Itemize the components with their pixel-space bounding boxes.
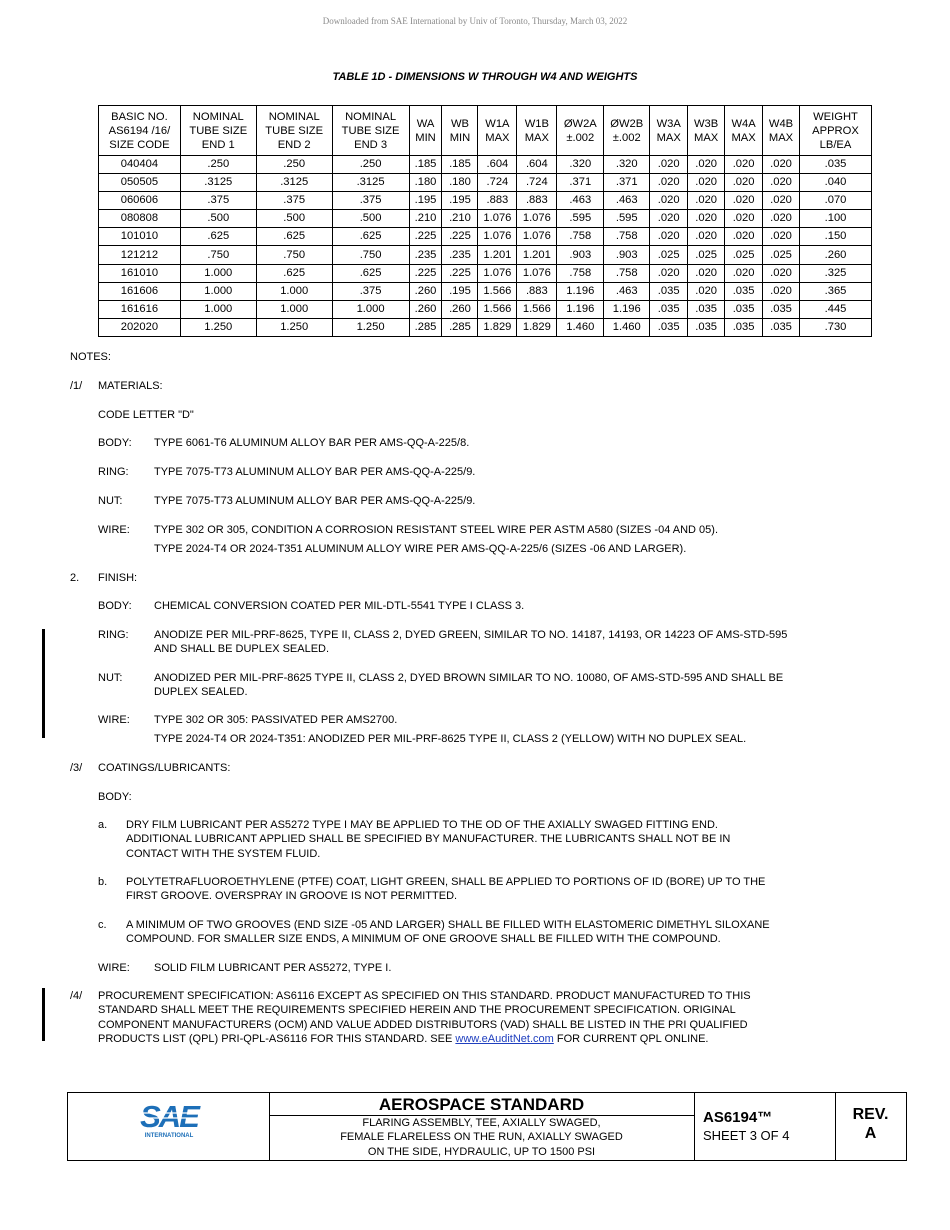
column-header-line: ±.002: [612, 131, 641, 144]
table-cell: .035: [725, 282, 763, 300]
table-row: [99, 228, 872, 246]
note-2-body-label: BODY:: [98, 600, 132, 612]
column-header: [688, 106, 725, 156]
table-cell: .250: [180, 156, 256, 174]
table-cell: .020: [650, 156, 688, 174]
table-cell: .3125: [180, 174, 256, 192]
table-cell: .100: [800, 210, 872, 228]
table-cell: .020: [650, 228, 688, 246]
column-header-line: W1A: [485, 117, 510, 130]
table-cell: 1.460: [604, 318, 650, 336]
table-cell: .463: [557, 192, 604, 210]
table-cell: .750: [256, 246, 332, 264]
note-1-wire-text-2: TYPE 2024-T4 OR 2024-T351 ALUMINUM ALLOY WIRE PER AMS-QQ-A-225/6 (SIZES -06 AND LARGER).: [154, 543, 687, 555]
column-header: [725, 106, 763, 156]
note-4-text-2: STANDARD SHALL MEET THE REQUIREMENTS SPECIFIED HEREIN AND THE PROCUREMENT SPECIFICATION. ORIGINAL: [98, 1004, 736, 1016]
table-cell: .210: [442, 210, 478, 228]
table-cell: 1.250: [256, 318, 332, 336]
table-row: [99, 282, 872, 300]
table-cell: .025: [763, 246, 800, 264]
table-cell: .903: [557, 246, 604, 264]
column-header-line: MAX: [731, 131, 756, 144]
table-cell: 1.829: [517, 318, 557, 336]
table-cell: .463: [604, 282, 650, 300]
table-cell: .235: [442, 246, 478, 264]
column-header-line: NOMINAL: [268, 110, 320, 123]
table-cell: .375: [256, 192, 332, 210]
table-cell: .035: [800, 156, 872, 174]
table-cell: .604: [517, 156, 557, 174]
table-cell: .758: [557, 228, 604, 246]
table-cell: 1.076: [478, 210, 517, 228]
table-cell: .020: [763, 264, 800, 282]
column-header-line: ±.002: [566, 131, 595, 144]
table-row: [99, 156, 872, 174]
note-1-nut-label: NUT:: [98, 495, 123, 507]
table-cell: .225: [442, 264, 478, 282]
table-cell: .020: [725, 228, 763, 246]
column-header-line: AS6194 /16/: [108, 124, 171, 137]
table-cell: .040: [800, 174, 872, 192]
note-3a-marker: a.: [98, 819, 108, 831]
note-3b-text-1: POLYTETRAFLUOROETHYLENE (PTFE) COAT, LIGHT GREEN, SHALL BE APPLIED TO PORTIONS OF ID (BORE) UP TO THE: [126, 876, 766, 888]
note-3-title: COATINGS/LUBRICANTS:: [98, 762, 231, 774]
table-cell: 1.076: [517, 210, 557, 228]
column-header-line: MAX: [694, 131, 719, 144]
note-3-marker: /3/: [70, 762, 83, 774]
table-cell: .883: [517, 192, 557, 210]
note-1-ring-label: RING:: [98, 466, 129, 478]
table-cell: .724: [478, 174, 517, 192]
table-cell: .210: [409, 210, 442, 228]
column-header-line: TUBE SIZE: [265, 124, 324, 137]
table-cell: .3125: [256, 174, 332, 192]
table-cell: .463: [604, 192, 650, 210]
table-cell: .185: [442, 156, 478, 174]
column-header-line: END 3: [354, 138, 388, 151]
table-cell: 1.076: [478, 228, 517, 246]
table-cell: .750: [180, 246, 256, 264]
dimensions-table: [98, 105, 872, 337]
note-4-text-4-post: FOR CURRENT QPL ONLINE.: [553, 1033, 709, 1045]
table-cell: .020: [725, 156, 763, 174]
note-4-marker: /4/: [70, 990, 83, 1002]
table-cell: .020: [763, 192, 800, 210]
note-3b-marker: b.: [98, 876, 108, 888]
note-3-wire-label: WIRE:: [98, 962, 130, 974]
table-cell: .020: [763, 156, 800, 174]
column-header-line: MIN: [415, 131, 436, 144]
table-cell: 101010: [99, 228, 181, 246]
table-cell: .035: [763, 300, 800, 318]
column-header-line: W3A: [656, 117, 681, 130]
table-cell: .020: [688, 174, 725, 192]
note-2-wire-text-1: TYPE 302 OR 305: PASSIVATED PER AMS2700.: [154, 714, 398, 726]
table-cell: 1.196: [557, 300, 604, 318]
table-cell: .020: [725, 210, 763, 228]
note-2-nut-label: NUT:: [98, 672, 123, 684]
table-cell: 1.076: [478, 264, 517, 282]
table-cell: 1.250: [180, 318, 256, 336]
table-row: [99, 174, 872, 192]
table-cell: .225: [442, 228, 478, 246]
note-4-text-3: COMPONENT MANUFACTURERS (OCM) AND VALUE ADDED DISTRIBUTORS (VAD) SHALL BE LISTED IN THE PRI QUALIFIED: [98, 1019, 748, 1031]
table-cell: .070: [800, 192, 872, 210]
sheet-number: SHEET 3 OF 4: [703, 1128, 790, 1143]
column-header-line: ØW2A: [563, 117, 597, 130]
table-cell: .260: [409, 282, 442, 300]
table-cell: .150: [800, 228, 872, 246]
note-2-marker: 2.: [70, 572, 80, 584]
column-header-line: WB: [450, 117, 469, 130]
table-cell: .625: [332, 228, 409, 246]
column-header-line: NOMINAL: [345, 110, 397, 123]
table-cell: .035: [650, 318, 688, 336]
table-cell: .285: [442, 318, 478, 336]
table-cell: .604: [478, 156, 517, 174]
table-cell: .320: [604, 156, 650, 174]
standard-heading: AEROSPACE STANDARD: [269, 1093, 694, 1116]
table-cell: 1.076: [517, 264, 557, 282]
column-header-line: W4A: [731, 117, 756, 130]
note-3a-text-3: CONTACT WITH THE SYSTEM FLUID.: [126, 848, 321, 860]
revision-bar-procurement: [42, 988, 45, 1041]
table-cell: 1.196: [557, 282, 604, 300]
table-cell: 1.000: [256, 300, 332, 318]
table-cell: .020: [688, 264, 725, 282]
table-cell: 1.000: [256, 282, 332, 300]
note-2-nut-text-1: ANODIZED PER MIL-PRF-8625 TYPE II, CLASS 2, DYED BROWN SIMILAR TO NO. 10080, OF AMS-STD-595 AND SHALL BE: [154, 672, 784, 684]
table-cell: .758: [557, 264, 604, 282]
table-cell: .020: [650, 264, 688, 282]
table-cell: .225: [409, 264, 442, 282]
table-cell: .758: [604, 228, 650, 246]
revision-bar-finish: [42, 629, 45, 738]
column-header-line: ØW2B: [610, 117, 644, 130]
table-cell: .375: [332, 192, 409, 210]
table-cell: 060606: [99, 192, 181, 210]
table-cell: .235: [409, 246, 442, 264]
table-cell: .758: [604, 264, 650, 282]
table-cell: .025: [650, 246, 688, 264]
revision-label: REV.: [852, 1106, 889, 1123]
table-cell: 1.566: [517, 300, 557, 318]
table-row: [99, 264, 872, 282]
table-cell: 1.250: [332, 318, 409, 336]
table-cell: 040404: [99, 156, 181, 174]
table-cell: .371: [604, 174, 650, 192]
column-header-line: LB/EA: [819, 138, 852, 151]
column-header-line: END 2: [277, 138, 311, 151]
column-header-line: END 1: [201, 138, 235, 151]
eauditnet-link[interactable]: www.eAuditNet.com: [455, 1033, 554, 1045]
title-cell: [269, 1093, 695, 1160]
table-cell: .020: [688, 192, 725, 210]
table-cell: 1.000: [180, 300, 256, 318]
table-cell: .025: [725, 246, 763, 264]
column-header-line: APPROX: [812, 124, 859, 137]
note-1-code-letter: CODE LETTER "D": [98, 409, 194, 421]
table-cell: .285: [409, 318, 442, 336]
table-cell: .625: [180, 228, 256, 246]
table-cell: .375: [180, 192, 256, 210]
table-row: [99, 300, 872, 318]
column-header: [763, 106, 800, 156]
table-cell: 1.829: [478, 318, 517, 336]
column-header: [517, 106, 557, 156]
column-header: [256, 106, 332, 156]
table-cell: .260: [442, 300, 478, 318]
table-cell: .225: [409, 228, 442, 246]
table-cell: .020: [763, 282, 800, 300]
table-row: [99, 246, 872, 264]
table-cell: .035: [725, 300, 763, 318]
column-header: [557, 106, 604, 156]
note-3a-text-1: DRY FILM LUBRICANT PER AS5272 TYPE I MAY BE APPLIED TO THE OD OF THE AXIALLY SWAGED FITTING END.: [126, 819, 718, 831]
table-cell: 080808: [99, 210, 181, 228]
table-cell: .020: [725, 174, 763, 192]
table-cell: .020: [688, 210, 725, 228]
table-cell: .903: [604, 246, 650, 264]
note-2-nut-text-2: DUPLEX SEALED.: [154, 686, 248, 698]
table-cell: .020: [725, 264, 763, 282]
note-1-body-label: BODY:: [98, 437, 132, 449]
table-cell: 202020: [99, 318, 181, 336]
table-cell: .260: [409, 300, 442, 318]
table-cell: .260: [800, 246, 872, 264]
table-cell: .035: [725, 318, 763, 336]
column-header-line: MAX: [656, 131, 681, 144]
description-line-1: FLARING ASSEMBLY, TEE, AXIALLY SWAGED,: [362, 1117, 601, 1129]
note-2-body-text: CHEMICAL CONVERSION COATED PER MIL-DTL-5541 TYPE I CLASS 3.: [154, 600, 525, 612]
column-header-line: NOMINAL: [192, 110, 244, 123]
table-cell: .500: [332, 210, 409, 228]
description-line-2: FEMALE FLARELESS ON THE RUN, AXIALLY SWAGED: [340, 1131, 623, 1144]
revision-cell: [835, 1093, 906, 1160]
table-cell: .625: [332, 264, 409, 282]
note-3-wire-text: SOLID FILM LUBRICANT PER AS5272, TYPE I.: [154, 962, 392, 974]
table-cell: .020: [688, 228, 725, 246]
table-cell: .730: [800, 318, 872, 336]
table-cell: .883: [517, 282, 557, 300]
note-3-body-label: BODY:: [98, 791, 132, 803]
table-cell: 1.201: [478, 246, 517, 264]
table-cell: .195: [442, 282, 478, 300]
logo-cell: [68, 1093, 270, 1160]
table-cell: 161606: [99, 282, 181, 300]
column-header-line: W4B: [768, 117, 794, 130]
note-2-wire-label: WIRE:: [98, 714, 130, 726]
column-header-line: SIZE CODE: [109, 138, 170, 151]
note-1-marker: /1/: [70, 380, 83, 392]
column-header: [180, 106, 256, 156]
table-cell: .250: [332, 156, 409, 174]
table-cell: .375: [332, 282, 409, 300]
document-number: AS6194™: [703, 1109, 773, 1126]
sae-logo-wordmark: SAE: [140, 1099, 198, 1134]
table-cell: .500: [256, 210, 332, 228]
table-cell: .195: [442, 192, 478, 210]
note-1-title: MATERIALS:: [98, 380, 163, 392]
column-header-line: WEIGHT: [813, 110, 858, 123]
table-cell: 1.000: [332, 300, 409, 318]
note-3a-text-2: ADDITIONAL LUBRICANT APPLIED SHALL BE SPECIFIED BY MANUFACTURER. THE LUBRICANTS SHALL NOT BE IN: [126, 833, 731, 845]
note-1-nut-text: TYPE 7075-T73 ALUMINUM ALLOY BAR PER AMS-QQ-A-225/9.: [154, 495, 476, 507]
table-cell: 050505: [99, 174, 181, 192]
table-cell: 1.000: [180, 282, 256, 300]
table-cell: .625: [256, 228, 332, 246]
table-cell: 1.000: [180, 264, 256, 282]
table-cell: .250: [256, 156, 332, 174]
note-3c-text-1: A MINIMUM OF TWO GROOVES (END SIZE -05 AND LARGER) SHALL BE FILLED WITH ELASTOMERIC DIMETHYL SILOXANE: [126, 919, 770, 931]
revision-value: A: [864, 1125, 877, 1142]
table-cell: .500: [180, 210, 256, 228]
table-cell: .035: [688, 318, 725, 336]
table-cell: .625: [256, 264, 332, 282]
table-cell: 1.076: [517, 228, 557, 246]
column-header-line: MAX: [485, 131, 510, 144]
table-cell: .020: [650, 192, 688, 210]
note-2-ring-label: RING:: [98, 629, 129, 641]
note-2-wire-text-2: TYPE 2024-T4 OR 2024-T351: ANODIZED PER MIL-PRF-8625 TYPE II, CLASS 2 (YELLOW) WITH NO DUPLEX SEAL.: [154, 733, 747, 745]
table-cell: .365: [800, 282, 872, 300]
table-cell: .320: [557, 156, 604, 174]
column-header-line: W3B: [694, 117, 719, 130]
column-header-line: BASIC NO.: [111, 110, 168, 123]
description-line-3: ON THE SIDE, HYDRAULIC, UP TO 1500 PSI: [367, 1145, 596, 1158]
table-cell: .195: [409, 192, 442, 210]
table-cell: .724: [517, 174, 557, 192]
column-header-line: TUBE SIZE: [189, 124, 248, 137]
table-cell: 1.196: [604, 300, 650, 318]
table-header-row: [99, 106, 872, 156]
table-cell: .445: [800, 300, 872, 318]
table-row: [99, 192, 872, 210]
note-1-ring-text: TYPE 7075-T73 ALUMINUM ALLOY BAR PER AMS-QQ-A-225/9.: [154, 466, 476, 478]
table-cell: .035: [650, 300, 688, 318]
note-1-wire-label: WIRE:: [98, 524, 130, 536]
table-cell: 121212: [99, 246, 181, 264]
table-cell: 161010: [99, 264, 181, 282]
note-4-text-4: [98, 1032, 708, 1047]
table-cell: .185: [409, 156, 442, 174]
note-4-text-4-pre: PRODUCTS LIST (QPL) PRI-QPL-AS6116 FOR THIS STANDARD. SEE: [98, 1033, 456, 1045]
table-cell: .035: [763, 318, 800, 336]
table-cell: .020: [688, 156, 725, 174]
table-cell: .180: [409, 174, 442, 192]
table-cell: .020: [725, 192, 763, 210]
table-cell: .325: [800, 264, 872, 282]
table-cell: .035: [650, 282, 688, 300]
table-title: TABLE 1D - DIMENSIONS W THROUGH W4 AND WEIGHTS: [332, 71, 638, 83]
table-cell: .371: [557, 174, 604, 192]
note-2-title: FINISH:: [98, 572, 138, 584]
column-header-line: W1B: [524, 117, 549, 130]
column-header: [332, 106, 409, 156]
table-cell: .025: [688, 246, 725, 264]
table-cell: .883: [478, 192, 517, 210]
table-cell: .020: [650, 174, 688, 192]
standard-description: [269, 1116, 694, 1159]
download-banner: Downloaded from SAE International by Univ of Toronto, Thursday, March 03, 2022: [322, 16, 628, 26]
note-3c-text-2: COMPOUND. FOR SMALLER SIZE ENDS, A MINIMUM OF ONE GROOVE SHALL BE FILLED WITH THE COMPOUND.: [126, 933, 721, 945]
column-header-line: MIN: [449, 131, 471, 144]
column-header: [604, 106, 650, 156]
table-cell: 1.460: [557, 318, 604, 336]
table-cell: .180: [442, 174, 478, 192]
notes-heading: NOTES:: [70, 351, 111, 363]
table-cell: .035: [688, 300, 725, 318]
column-header-line: MAX: [768, 131, 794, 144]
table-cell: .020: [650, 210, 688, 228]
doc-number-cell: [694, 1093, 836, 1160]
table-cell: 1.566: [478, 282, 517, 300]
table-cell: .020: [763, 174, 800, 192]
note-3c-marker: c.: [98, 919, 107, 931]
column-header: [409, 106, 442, 156]
table-row: [99, 318, 872, 336]
column-header-line: MAX: [524, 131, 549, 144]
column-header: [442, 106, 478, 156]
column-header: [800, 106, 872, 156]
column-header-line: WA: [416, 117, 435, 130]
note-4-text-1: PROCUREMENT SPECIFICATION: AS6116 EXCEPT AS SPECIFIED ON THIS STANDARD. PRODUCT MANUFACTURED TO THIS: [98, 990, 751, 1002]
column-header: [650, 106, 688, 156]
sae-logo: [136, 1099, 202, 1139]
table-cell: .595: [557, 210, 604, 228]
table-cell: 1.566: [478, 300, 517, 318]
table-cell: 161616: [99, 300, 181, 318]
note-1-body-text: TYPE 6061-T6 ALUMINUM ALLOY BAR PER AMS-QQ-A-225/8.: [154, 437, 470, 449]
table-cell: .020: [763, 228, 800, 246]
note-1-wire-text-1: TYPE 302 OR 305, CONDITION A CORROSION RESISTANT STEEL WIRE PER ASTM A580 (SIZES -04 AND 05).: [154, 524, 719, 536]
table-row: [99, 210, 872, 228]
table-cell: .595: [604, 210, 650, 228]
column-header: [478, 106, 517, 156]
note-3b-text-2: FIRST GROOVE. OVERSPRAY IN GROOVE IS NOT PERMITTED.: [126, 890, 458, 902]
table-cell: .020: [688, 282, 725, 300]
title-block: [67, 1092, 907, 1161]
table-cell: .020: [763, 210, 800, 228]
sae-logo-subtitle: INTERNATIONAL: [144, 1133, 194, 1139]
column-header: [99, 106, 181, 156]
table-cell: .3125: [332, 174, 409, 192]
table-cell: 1.201: [517, 246, 557, 264]
note-2-ring-text-1: ANODIZE PER MIL-PRF-8625, TYPE II, CLASS 2, DYED GREEN, SIMILAR TO NO. 14187, 14193, OR 14223 OF AMS-STD-595: [154, 629, 788, 641]
column-header-line: TUBE SIZE: [341, 124, 400, 137]
table-cell: .750: [332, 246, 409, 264]
note-2-ring-text-2: AND SHALL BE DUPLEX SEALED.: [154, 643, 330, 655]
